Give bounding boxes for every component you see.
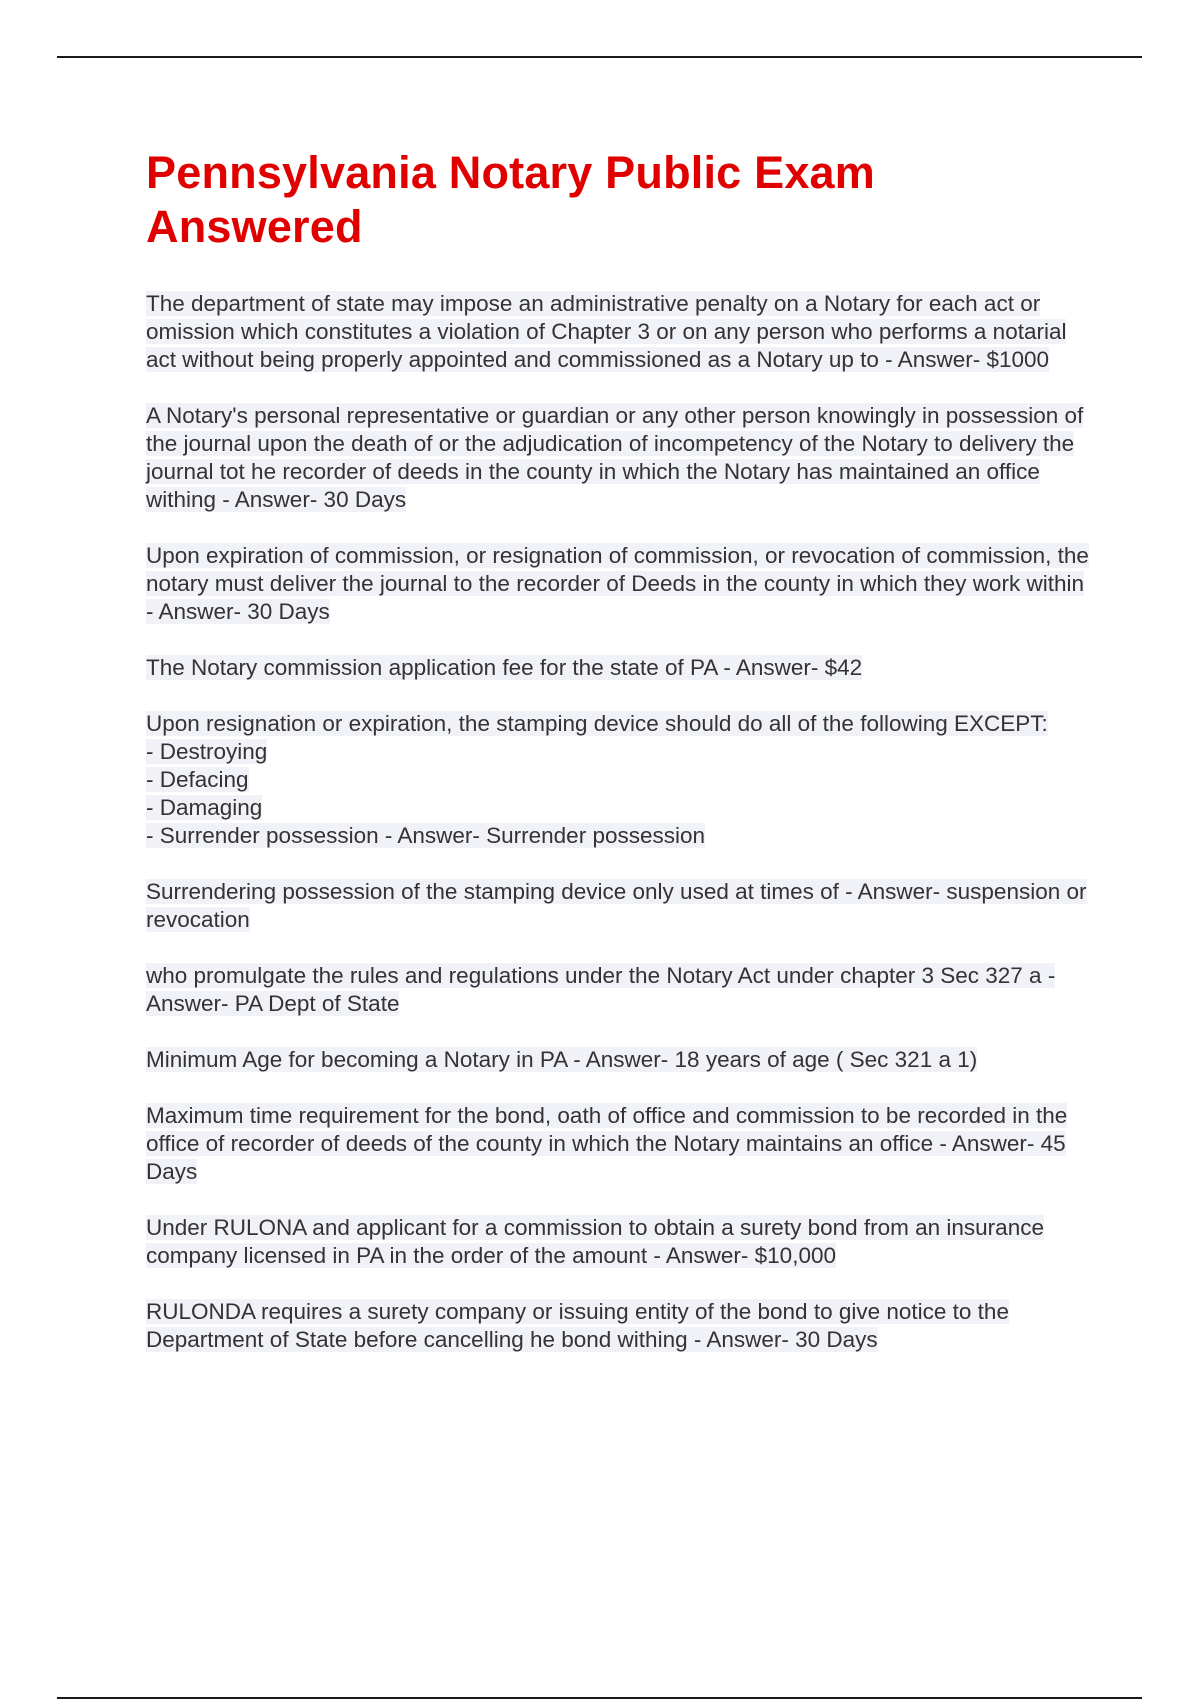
qa-item-11 xyxy=(146,1298,1096,1354)
qa-item-1 xyxy=(146,290,1096,374)
qa-item-8 xyxy=(146,1046,1096,1074)
qa-item-6 xyxy=(146,878,1096,934)
qa-item-4 xyxy=(146,654,1096,682)
qa-text: A Notary's personal representative or guardian or any other person knowingly in possession of the journal upon the death of or the adjudication of incompetency of the Notary to delivery the journal tot he recorder of deeds in the county in which the Notary has maintained an office withing - Answer- 30 Days xyxy=(146,403,1084,512)
qa-text: Surrendering possession of the stamping device only used at times of - Answer- suspension or revocation xyxy=(146,879,1087,932)
qa-text: RULONDA requires a surety company or issuing entity of the bond to give notice to the Department of State before cancelling he bond withing - Answer- 30 Days xyxy=(146,1299,1009,1352)
qa-text: Upon resignation or expiration, the stamping device should do all of the following EXCEPT: - Destroying - Defacing - Damaging - Surrender possession - Answer- Surrender possession xyxy=(146,711,1048,848)
top-rule xyxy=(57,56,1142,58)
document-title: Pennsylvania Notary Public Exam Answered xyxy=(146,147,875,252)
qa-item-2 xyxy=(146,402,1096,514)
qa-item-7 xyxy=(146,962,1096,1018)
qa-item-3 xyxy=(146,542,1096,626)
qa-item-9 xyxy=(146,1102,1096,1186)
qa-text: Maximum time requirement for the bond, oath of office and commission to be recorded in the office of recorder of deeds of the county in which the Notary maintains an office - Answer- 45 Days xyxy=(146,1103,1068,1184)
qa-item-5 xyxy=(146,710,1096,850)
qa-item-10 xyxy=(146,1214,1096,1270)
qa-text: Under RULONA and applicant for a commission to obtain a surety bond from an insurance company licensed in PA in the order of the amount - Answer- $10,000 xyxy=(146,1215,1044,1268)
qa-text: The department of state may impose an administrative penalty on a Notary for each act or omission which constitutes a violation of Chapter 3 or on any person who performs a notarial act without being properly appointed and commissioned as a Notary up to - Answer- $1000 xyxy=(146,291,1067,372)
document-body xyxy=(146,146,1096,1382)
qa-text: Minimum Age for becoming a Notary in PA - Answer- 18 years of age ( Sec 321 a 1) xyxy=(146,1047,978,1072)
bottom-rule xyxy=(57,1697,1142,1699)
qa-text: Upon expiration of commission, or resignation of commission, or revocation of commission, the notary must deliver the journal to the recorder of Deeds in the county in which they work within - Answer- 30 Days xyxy=(146,543,1089,624)
qa-list xyxy=(146,290,1096,1354)
qa-text: who promulgate the rules and regulations under the Notary Act under chapter 3 Sec 327 a - Answer- PA Dept of State xyxy=(146,963,1056,1016)
qa-text: The Notary commission application fee for the state of PA - Answer- $42 xyxy=(146,655,863,680)
